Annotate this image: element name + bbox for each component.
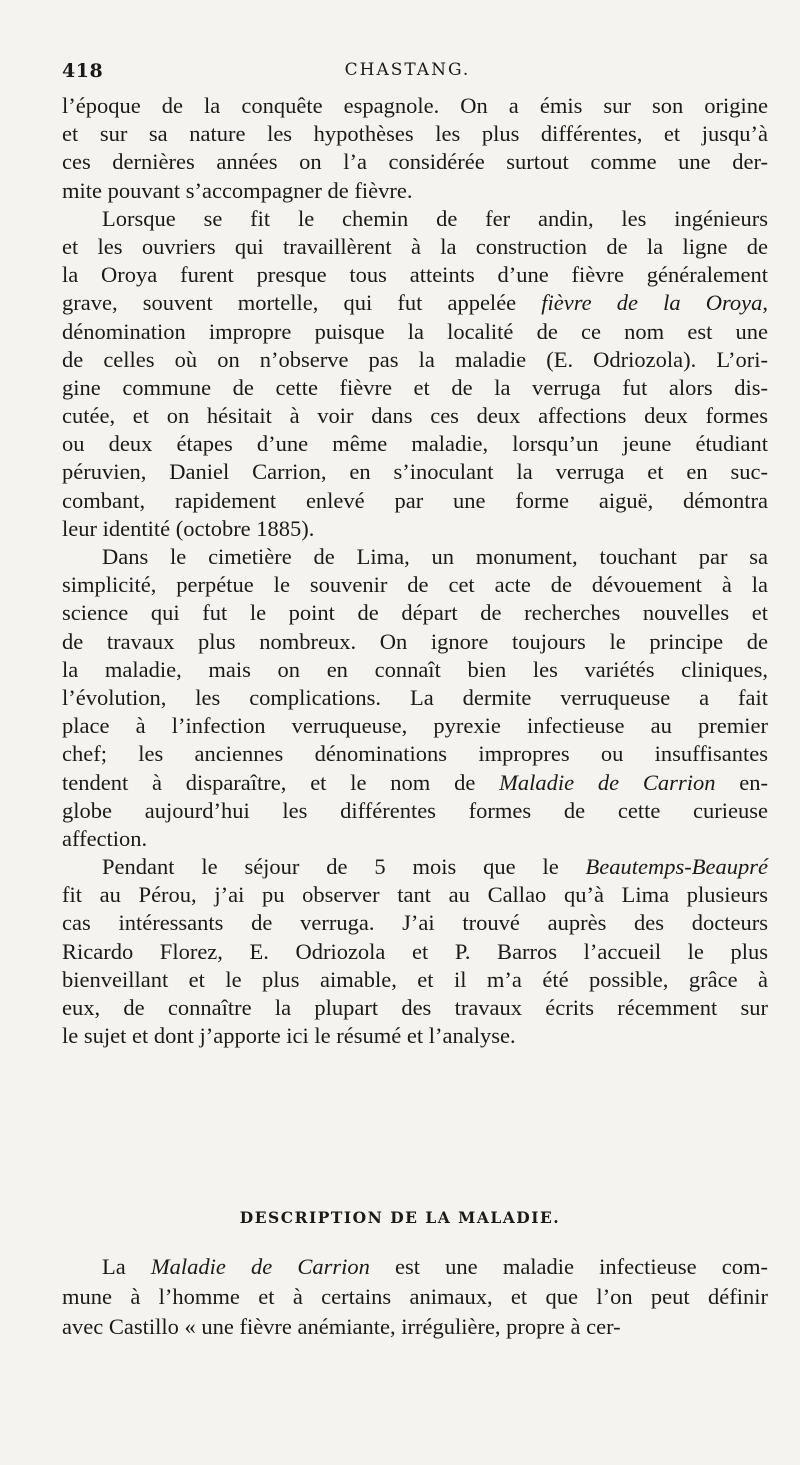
section-paragraph <box>62 1252 768 1342</box>
text-line: mune à l’homme et à certains animaux, et que l’on peut définir <box>62 1284 768 1309</box>
text-line: avec Castillo « une fièvre anémiante, irrégulière, propre à cer- <box>62 1314 621 1339</box>
running-title: CHASTANG. <box>344 60 471 80</box>
page-number: 418 <box>62 60 104 82</box>
text-line: cutée, et on hésitait à voir dans ces deux affections deux formes <box>62 403 768 429</box>
text-line: la Oroya furent presque tous atteints d’une fièvre généralement <box>62 262 768 288</box>
text-line: grave, souvent mortelle, qui fut appelée fièvre de la Oroya, <box>62 290 769 316</box>
text-line: bienveillant et le plus aimable, et il m’a été possible, grâce à <box>62 966 768 992</box>
paragraph-3 <box>62 543 768 853</box>
text-line: l’époque de la conquête espagnole. On a émis sur son origine <box>62 93 768 118</box>
text-line: et sur sa nature les hypothèses les plus différentes, et jusqu’à <box>62 121 768 147</box>
text-line: et les ouvriers qui travaillèrent à la construction de la ligne de <box>62 233 768 259</box>
text-line: l’évolution, les complications. La dermite verruqueuse a fait <box>62 684 768 710</box>
paragraph-2 <box>62 205 768 543</box>
text-line: place à l’infection verruqueuse, pyrexie infectieuse au premier <box>62 713 768 739</box>
text-line: mite pouvant s’accompagner de fièvre. <box>62 177 413 203</box>
text-line: affection. <box>62 825 148 851</box>
text-line: Dans le cimetière de Lima, un monument, touchant par sa <box>102 544 768 569</box>
main-text <box>62 92 768 1050</box>
text-line: ces dernières années on l’a considérée surtout comme une der- <box>62 149 768 175</box>
text-line: science qui fut le point de départ de recherches nouvelles et <box>62 600 768 626</box>
running-head <box>40 60 775 88</box>
text-line: de travaux plus nombreux. On ignore toujours le principe de <box>62 628 768 654</box>
text-line: simplicité, perpétue le souvenir de cet acte de dévouement à la <box>62 572 768 598</box>
text-line: dénomination impropre puisque la localité de ce nom est une <box>62 318 768 344</box>
text-line: cas intéressants de verruga. J’ai trouvé auprès des docteurs <box>62 910 768 936</box>
text-line: globe aujourd’hui les différentes formes de cette curieuse <box>62 797 768 823</box>
text-line: gine commune de cette fièvre et de la verruga fut alors dis- <box>62 374 768 400</box>
text-line: fit au Pérou, j’ai pu observer tant au Callao qu’à Lima plusieurs <box>62 882 768 908</box>
text-line: chef; les anciennes dénominations impropres ou insuffisantes <box>62 741 768 767</box>
text-line: La Maladie de Carrion est une maladie infectieuse com- <box>102 1254 768 1279</box>
section-text <box>62 1252 768 1342</box>
text-line: le sujet et dont j’apporte ici le résumé et l’analyse. <box>62 1023 516 1049</box>
italic-text: Maladie de Carrion <box>150 1254 370 1279</box>
italic-text: Maladie de Carrion <box>499 769 716 795</box>
text-line: tendent à disparaître, et le nom de Maladie de Carrion en- <box>62 769 768 795</box>
text-line: de celles où on n’observe pas la maladie (E. Odriozola). L’ori- <box>62 346 768 372</box>
paragraph-1 <box>62 92 768 205</box>
text-line: combant, rapidement enlevé par une forme aiguë, démontra <box>62 487 768 513</box>
text-line: Ricardo Florez, E. Odriozola et P. Barros l’accueil le plus <box>62 938 768 964</box>
text-line: péruvien, Daniel Carrion, en s’inoculant la verruga et en suc- <box>62 459 768 485</box>
text-line: eux, de connaître la plupart des travaux écrits récemment sur <box>62 995 768 1020</box>
text-line: Lorsque se fit le chemin de fer andin, les ingénieurs <box>102 205 768 231</box>
text-line: leur identité (octobre 1885). <box>62 515 315 541</box>
italic-text: fièvre de la Oroya, <box>541 290 769 316</box>
text-line: la maladie, mais on en connaît bien les variétés cliniques, <box>62 656 768 682</box>
italic-text: Beautemps-Beaupré <box>585 854 768 880</box>
section-heading: DESCRIPTION DE LA MALADIE. <box>239 1208 561 1227</box>
paragraph-4 <box>62 853 768 1050</box>
text-line: ou deux étapes d’une même maladie, lorsqu’un jeune étudiant <box>62 431 768 457</box>
text-line: Pendant le séjour de 5 mois que le Beautemps-Beaupré <box>102 854 768 880</box>
